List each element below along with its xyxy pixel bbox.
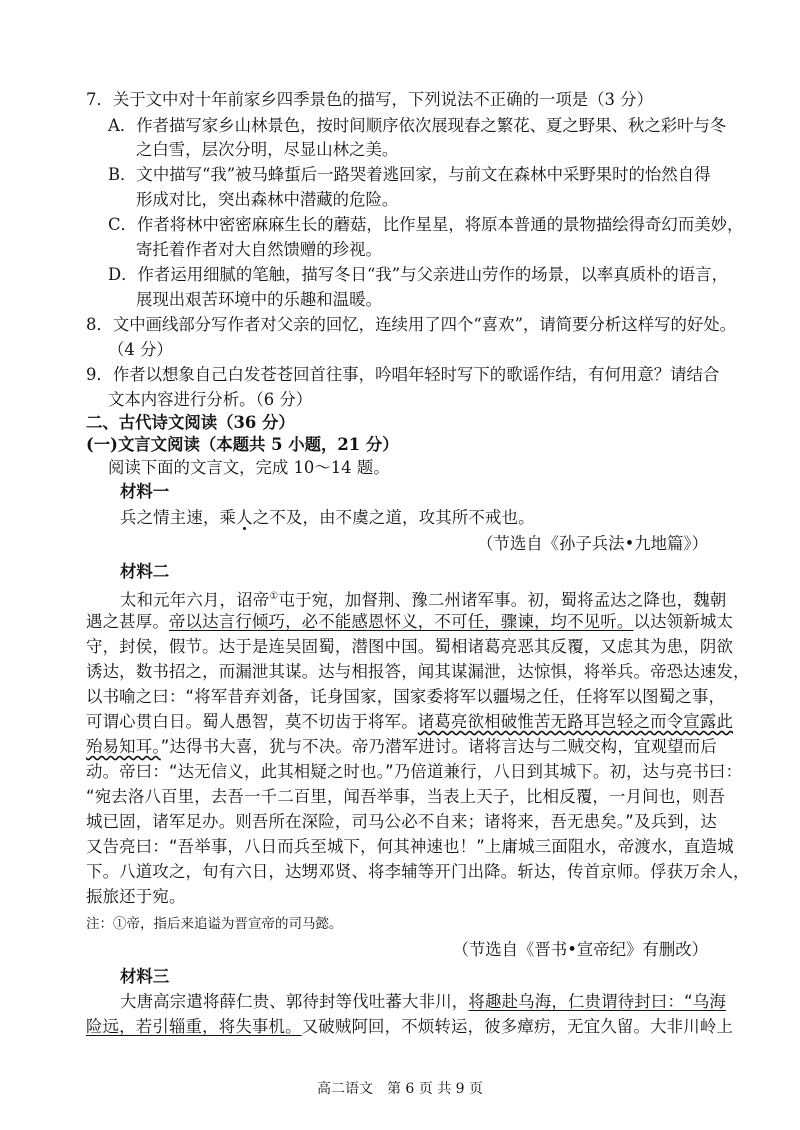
text-segment: 大唐高宗遣将薛仁贵、郭待封等伐吐蕃大非川， bbox=[120, 992, 469, 1011]
material-2-heading: 材料二 bbox=[120, 562, 170, 581]
wavy-underlined-sentence: 殆易知耳。 bbox=[86, 737, 161, 756]
question-7-stem: 7．关于文中对十年前家乡四季景色的描写，下列说法不正确的一项是（3 分） bbox=[86, 90, 653, 109]
question-7-option-c-cont: 寄托着作者对大自然馈赠的珍视。 bbox=[136, 240, 382, 259]
material-3-line-2 bbox=[86, 1015, 733, 1039]
section-title: 二、古代诗文阅读（36 分） bbox=[86, 413, 295, 432]
material-2-line-10: 城已固，诸军足办。则吾所在深险，司马公必不自来；诸将来，吾无患矣。”及兵到，达 bbox=[86, 812, 717, 831]
material-1-heading: 材料一 bbox=[120, 482, 170, 501]
material-2-line-1 bbox=[120, 585, 726, 612]
material-2-line-7 bbox=[86, 735, 717, 759]
underlined-sentence: 帝以达言行倾巧，必不能感恩怀义，不可任，骤谏，均不见听。 bbox=[168, 612, 634, 631]
material-2-line-13: 振旅还于宛。 bbox=[86, 887, 186, 906]
material-1-source: （节选自《孙子兵法•九地篇》） bbox=[477, 534, 708, 553]
wavy-underlined-sentence: 诸葛亮欲相破惟苦无路耳岂轻之而令宣露此 bbox=[417, 712, 734, 731]
question-7-option-b: B．文中描写“我”被马蜂蜇后一路哭着逃回家，与前文在森林中采野果时的怡然自得 bbox=[108, 165, 711, 184]
material-2-line-9: “宛去洛八百里，去吾一千二百里，闻吾举事，当表上天子，比相反覆，一月间也，则吾 bbox=[86, 787, 726, 806]
text-segment: 屯于宛，加督荆、豫二州诸军事。初，蜀将孟达之降也，魏朝 bbox=[278, 590, 727, 610]
material-3-heading: 材料三 bbox=[120, 967, 170, 986]
underlined-sentence: 险远，若引辎重，将失事机。 bbox=[86, 1017, 302, 1036]
question-8-score: （4 分） bbox=[108, 340, 173, 359]
material-3-line-1 bbox=[120, 990, 726, 1014]
material-1-text-b: 之不及，由不虞之道，攻其所不戒也。 bbox=[252, 508, 535, 527]
material-2-line-4: 诱达，数书招之，而漏泄其谋。达与相报答，闻其谋漏泄，达惊惧，将举兵。帝恐达速发， bbox=[86, 662, 750, 681]
text-segment: 可谓心贯白日。蜀人愚智，莫不切齿于将军。 bbox=[86, 712, 418, 731]
question-7-option-a-cont: 之白雪，层次分明，尽显山林之美。 bbox=[136, 140, 399, 159]
underlined-sentence: 将趣赴乌海，仁贵谓待封曰：“乌海 bbox=[468, 992, 726, 1011]
material-2-footnote: 注：①帝，指后来追谥为晋宣帝的司马懿。 bbox=[86, 916, 343, 932]
material-2-line-3: 守，封侯，假节。达于是连吴固蜀，潜图中国。蜀相诸葛亮恶其反覆，又虑其为患，阴欲 bbox=[86, 637, 734, 656]
question-9-stem: 9．作者以想象自己白发苍苍回首往事，吟唱年轻时写下的歌谣作结，有何用意？请结合 bbox=[86, 365, 720, 384]
material-2-line-6 bbox=[86, 710, 733, 734]
question-7-option-c: C．作者将林中密密麻麻生长的蘑菇，比作星星，将原本普通的景物描绘得奇幻而美妙， bbox=[108, 215, 744, 234]
material-1-text bbox=[120, 506, 535, 530]
question-7-option-d: D．作者运用细腻的笔触，描写冬日“我”与父亲进山劳作的场景，以率真质朴的语言， bbox=[108, 265, 728, 284]
text-segment: ”达得书大喜，犹与不决。帝乃潜军进讨。诸将言达与二贼交构，宜观望而后 bbox=[160, 737, 717, 756]
emphasis-dot-char: 人 bbox=[236, 508, 253, 527]
material-2-line-5: 以书喻之曰：“将军昔弃刘备，讬身国家，国家委将军以疆埸之任，任将军以图蜀之事， bbox=[86, 687, 726, 706]
question-7-option-a: A．作者描写家乡山林景色，按时间顺序依次展现春之繁花、夏之野果、秋之彩叶与冬 bbox=[108, 116, 727, 135]
question-9-cont: 文本内容进行分析。（6 分） bbox=[108, 390, 313, 409]
question-7-option-d-cont: 展现出艰苦环境中的乐趣和温暖。 bbox=[136, 290, 382, 309]
material-2-line-11: 又告亮曰：“吾举事，八日而兵至城下，何其神速也！”上庸城三面阻水，帝渡水，直造城 bbox=[86, 837, 734, 856]
material-2-source: （节选自《晋书•宣帝纪》有删改） bbox=[452, 940, 708, 959]
page-footer: 高二语文 第 6 页 共 9 页 bbox=[316, 1081, 484, 1097]
text-segment: 太和元年六月，诏帝 bbox=[120, 590, 270, 610]
material-1-text-a: 兵之情主速，乘 bbox=[120, 508, 237, 527]
material-2-line-12: 下。八道攻之，旬有六日，达甥邓贤、将李辅等开门出降。斩达，传首京师。俘获万余人， bbox=[86, 862, 750, 881]
question-8-stem: 8．文中画线部分写作者对父亲的回忆，连续用了四个“喜欢”，请简要分析这样写的好处。 bbox=[86, 315, 737, 334]
text-segment: 以达领新城太 bbox=[633, 612, 734, 631]
section-subtitle: (一)文言文阅读（本题共 5 小题，21 分） bbox=[86, 435, 399, 454]
text-segment: 遇之甚厚。 bbox=[86, 612, 169, 631]
material-2-line-8: 动。帝曰：“达无信义，此其相疑之时也。”乃倍道兼行，八日到其城下。初，达与亮书曰： bbox=[86, 762, 743, 781]
question-7-option-b-cont: 形成对比，突出森林中潜藏的危险。 bbox=[136, 190, 399, 209]
text-segment: 又破贼阿回，不烦转运，彼多瘴疠，无宜久留。大非川岭上 bbox=[301, 1017, 734, 1036]
section-instruction: 阅读下面的文言文，完成 10～14 题。 bbox=[108, 458, 390, 477]
footnote-marker: ① bbox=[269, 591, 279, 602]
material-2-line-2 bbox=[86, 610, 733, 634]
